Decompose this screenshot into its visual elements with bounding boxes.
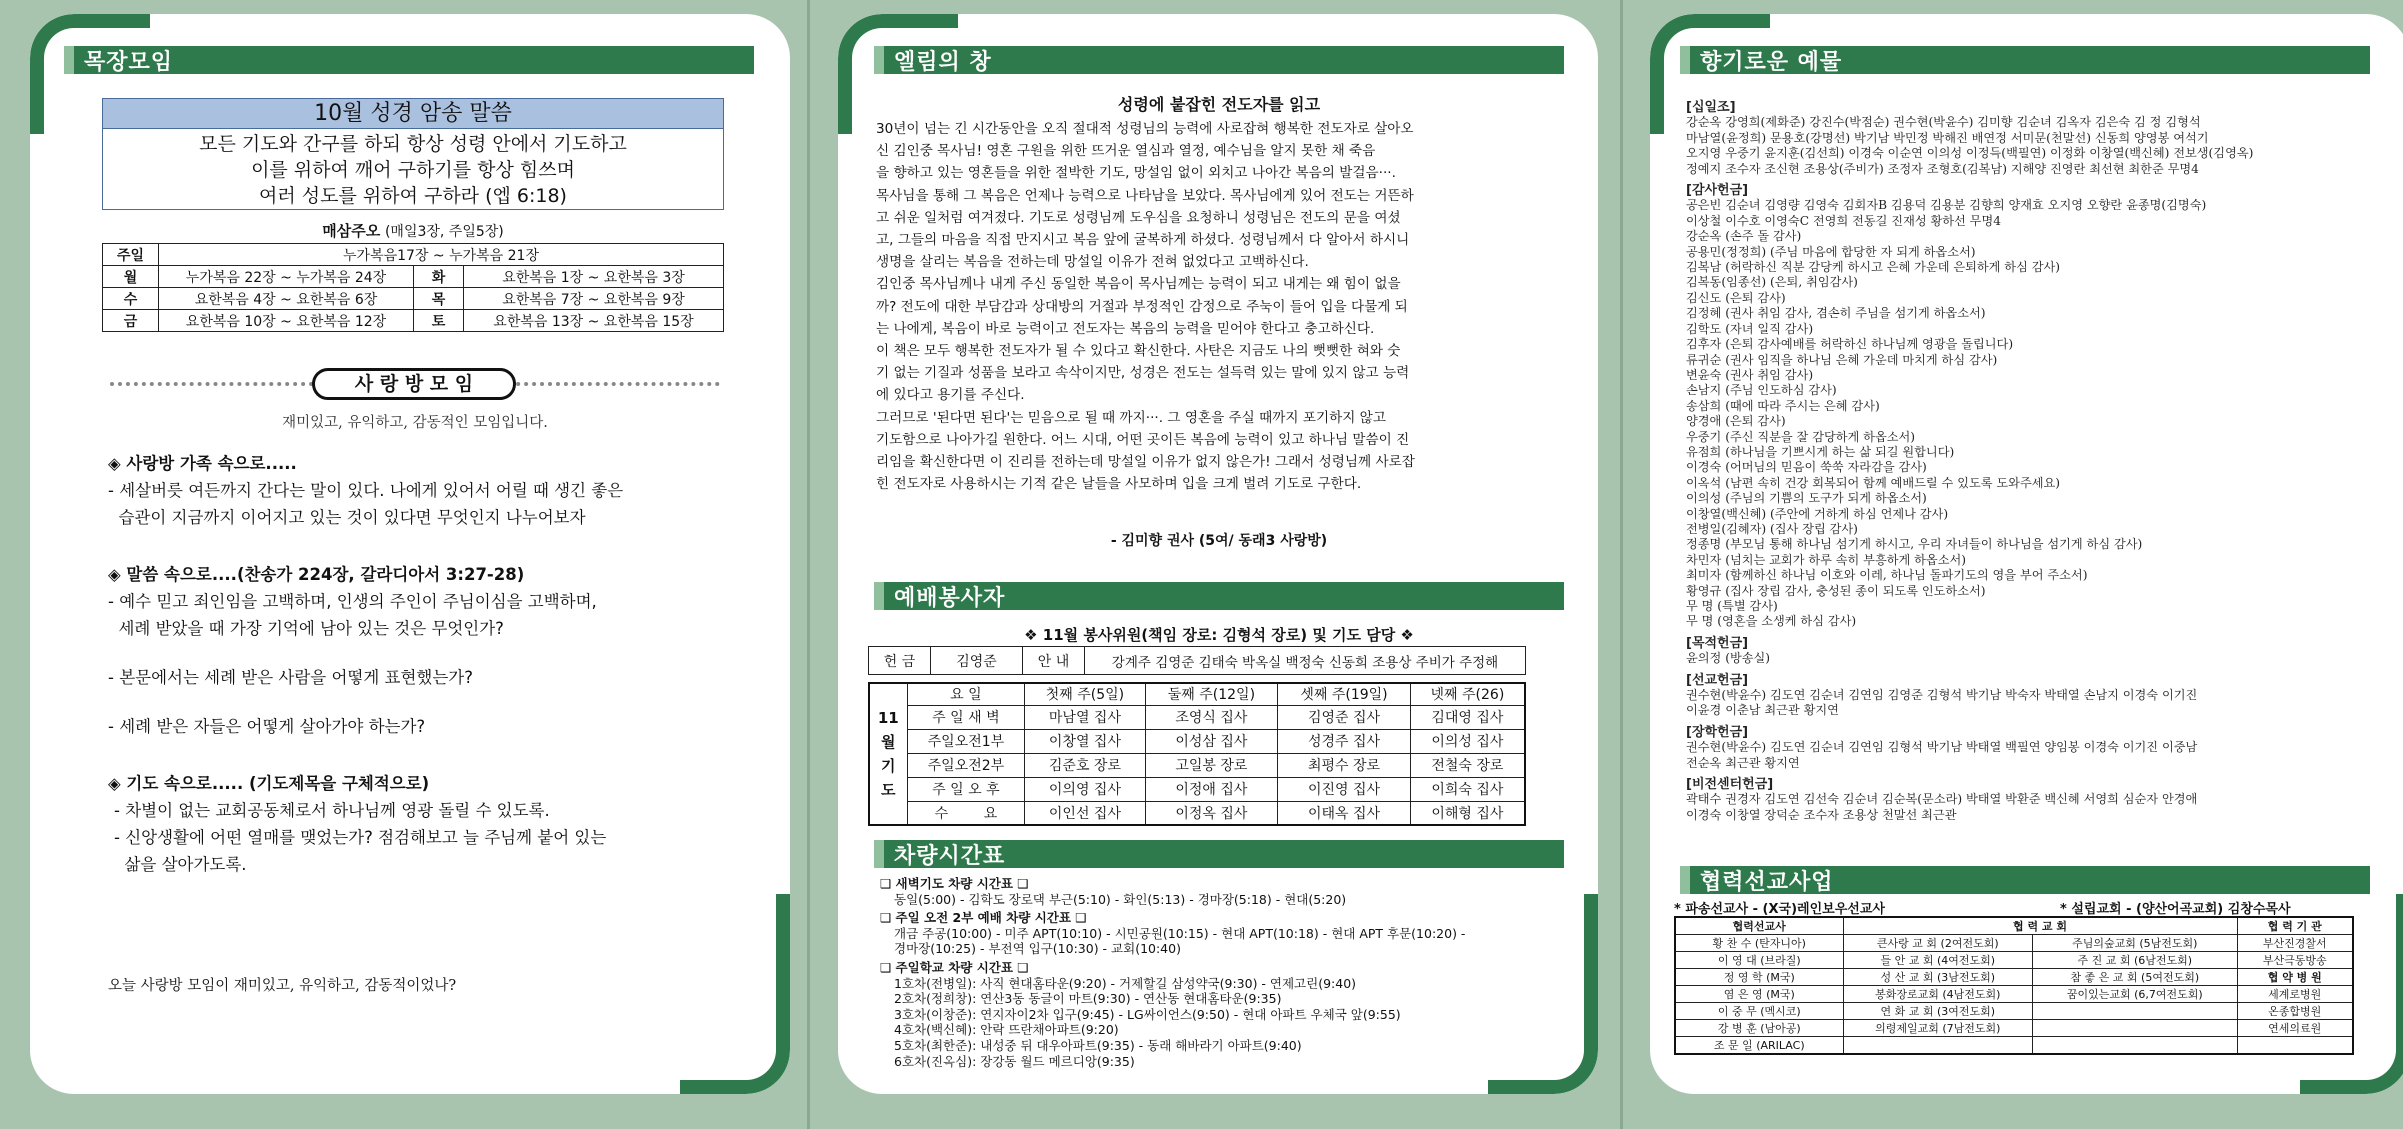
essay-line: 는 나에게, 복음이 바로 능력이고 전도자는 복음의 능력을 믿어야 한다고 충고하신다. — [876, 320, 1375, 337]
cell: 봉화장로교회 (4남전도회) — [1843, 986, 2033, 1003]
bus-line: 5호차(최한준): 내성중 뒤 대우아파트(9:35) - 동래 해바라기 아파트(9:40) — [894, 1037, 1302, 1053]
missionary-note: * 파송선교사 - (X국)레인보우선교사 — [1674, 902, 1885, 917]
question-line: 삶을 살아가도록. — [114, 855, 247, 874]
section-title: 엘림의 창 — [894, 49, 992, 75]
bus-line: 개금 주공(10:00) - 미주 APT(10:10) - 시민공원(10:15) - 현대 APT(10:18) - 현대 APT 후문(10:20) - — [894, 925, 1466, 941]
table-row — [1675, 935, 2353, 952]
cell: 주 일 오 후 — [907, 777, 1025, 801]
side-label: 기 — [881, 757, 896, 775]
cell: 이희숙 집사 — [1410, 777, 1525, 801]
cell: 주 일 새 벽 — [907, 705, 1025, 729]
bus-line: 경마장(10:25) - 부전역 입구(10:30) - 교회(10:40) — [894, 941, 1181, 957]
offering-line: 권수현(박윤수) 김도연 김순녀 김연임 김형석 박기남 박태열 백필연 양임봉 이경숙 이기진 이중남 — [1686, 740, 2198, 755]
essay-line: 까? 전도에 대한 부담감과 상대방의 거절과 부정적인 감정으로 주눅이 들어 입을 다물게 되 — [876, 298, 1408, 315]
day-cell: 화 — [414, 266, 464, 288]
prayer-table — [868, 682, 1526, 826]
offering-line: 전병일(김혜자) (집사 장립 감사) — [1686, 521, 1858, 536]
cell: 참 좋 은 교 회 (5여전도회) — [2033, 969, 2237, 986]
offering-label: 헌 금 — [869, 647, 931, 675]
section-header — [1680, 46, 2370, 74]
cell: 최평수 장로 — [1278, 753, 1411, 777]
offering-line: 김복남 (허락하신 직분 감당케 하시고 은혜 가운데 은퇴하게 하심 감사) — [1686, 260, 2061, 275]
side-label: 월 — [881, 733, 896, 751]
table-row — [869, 777, 1525, 801]
cell: 마남열 집사 — [1025, 705, 1145, 729]
offering-line: 김후자 (은퇴 감사예배를 허락하신 하나님께 영광을 돌립니다) — [1686, 337, 2014, 352]
question-line: - 차별이 없는 교회공동체로서 하나님께 영광 돌릴 수 있도록. — [114, 801, 550, 820]
table-header: 협 력 교 회 — [1843, 917, 2237, 935]
side-label: 도 — [881, 781, 896, 799]
cell: 이해형 집사 — [1410, 801, 1525, 825]
question-line: - 세례 받은 자들은 어떻게 살아가야 하는가? — [108, 717, 426, 736]
offering-line: 김복동(임종선) (은퇴, 취임감사) — [1686, 275, 1858, 290]
cell: 들 안 교 회 (4여전도회) — [1843, 952, 2033, 969]
table-header: 요 일 — [907, 683, 1025, 705]
table-header: 첫째 주(5일) — [1025, 683, 1145, 705]
table-header: 협 력 기 관 — [2237, 917, 2353, 935]
worship-subtitle: ❖ 11월 봉사위원(책임 장로: 김형석 장로) 및 기도 담당 ❖ — [1024, 626, 1414, 644]
usher-names: 강계주 김영준 김태숙 박옥실 백정숙 신동희 조용상 주비가 주정해 — [1085, 647, 1526, 675]
bus-line: 동일(5:00) - 김학도 장로댁 부근(5:10) - 화인(5:13) - 경마장(5:18) - 현대(5:20) — [894, 891, 1347, 907]
section-header — [874, 840, 1564, 868]
offering-line: 윤의정 (방송실) — [1686, 651, 1771, 666]
table-row — [869, 801, 1525, 825]
cell: 김준호 장로 — [1025, 753, 1145, 777]
section-title: 차량시간표 — [894, 843, 1006, 869]
offering-group-title: [감사헌금] — [1686, 183, 1749, 199]
essay-line: 에 있다고 용기를 주신다. — [876, 387, 1025, 404]
cell: 조 문 일 (ARILAC) — [1675, 1037, 1843, 1055]
cell: 성 산 교 회 (3남전도회) — [1843, 969, 2033, 986]
offering-line: 이경숙 이창열 장덕순 조수자 조용상 천말선 최근관 — [1686, 807, 1957, 822]
cell: 부산극동방송 — [2237, 952, 2353, 969]
reading-cell: 요한복음 4장 ~ 요한복음 6장 — [159, 288, 414, 310]
cell: 이태옥 집사 — [1278, 801, 1411, 825]
sarangbang-subtitle: 재미있고, 유익하고, 감동적인 모임입니다. — [282, 415, 548, 431]
essay-line: 신 김인중 목사님! 영혼 구원을 위한 뜨거운 열심과 열정, 예수님을 알지 못한 채 죽음 — [876, 143, 1376, 160]
offering-name: 김영준 — [931, 647, 1023, 675]
cell: 이진영 집사 — [1278, 777, 1411, 801]
cell: 세계로병원 — [2237, 986, 2353, 1003]
panel-elim — [838, 14, 1598, 1094]
sarangbang-badge: 사 랑 방 모 임 — [312, 368, 516, 400]
essay-line: 고, 그들의 마음을 직접 만지시고 복음 앞에 굴복하게 하셨다. 성령님께서 다 알아서 하시니 — [876, 232, 1410, 249]
question-title: ◈ 기도 속으로..... (기도제목을 구체적으로) — [108, 774, 430, 793]
bus-group-title: ❑ 새벽기도 차량 시간표 ❑ — [880, 876, 1029, 891]
cell: 이 중 무 (멕시코) — [1675, 1003, 1843, 1020]
essay-line: 목사님을 통해 그 복음은 언제나 능력으로 나타남을 보았다. 목사님에게 있어 전도는 거뜬하 — [876, 187, 1414, 204]
offering-line: 김정혜 (권사 취임 감사, 겸손히 주님을 섬기게 하옵소서) — [1686, 306, 1986, 321]
table-row — [1675, 1020, 2353, 1037]
cell: 강 병 훈 (남아공) — [1675, 1020, 1843, 1037]
section-title: 향기로운 예물 — [1700, 49, 1843, 75]
mission-table — [1674, 916, 2354, 1055]
cell: 온종합병원 — [2237, 1003, 2353, 1020]
cell: 꿈이있는교회 (6,7여전도회) — [2033, 986, 2237, 1003]
day-cell: 토 — [414, 310, 464, 332]
cell: 조영식 집사 — [1145, 705, 1278, 729]
essay-author: - 김미향 권사 (5여/ 동래3 사랑방) — [1110, 533, 1328, 549]
question-line: 습관이 지금까지 이어지고 있는 것이 있다면 무엇인지 나누어보자 — [108, 508, 586, 527]
cell: 협 약 병 원 — [2237, 969, 2353, 986]
offering-line: 이상철 이수호 이영숙C 전영희 전동길 진재성 황하선 무명4 — [1686, 213, 2001, 228]
offering-group-title: [십일조] — [1686, 100, 1736, 115]
day-cell: 주일 — [103, 244, 159, 266]
table-header: 협력선교사 — [1675, 917, 1843, 935]
offering-line: 이창열(백신혜) (주안에 거하게 하심 언제나 감사) — [1686, 506, 1949, 521]
cell: 연세의료원 — [2237, 1020, 2353, 1037]
essay-line: 을 향하고 있는 영혼들을 위한 절박한 기도, 망설임 없이 외치고 나아간 복음의 발걸음···. — [876, 165, 1396, 182]
offering-line: 황영규 (집사 장립 감사, 충성된 종이 되도록 인도하소서) — [1686, 583, 1986, 598]
bus-group-title: ❑ 주일학교 차량 시간표 ❑ — [880, 959, 1029, 975]
offering-line: 오지영 우중기 윤지훈(김선희) 이경숙 이순연 이의성 이정득(백필연) 이정화 이창열(백신혜) 전보생(김영옥) — [1686, 146, 2254, 161]
table-row — [1675, 969, 2353, 986]
offering-line: 이의성 (주님의 기쁨의 도구가 되게 하옵소서) — [1686, 491, 1927, 506]
offerings-list — [1686, 90, 2386, 823]
table-header: 셋째 주(19일) — [1278, 683, 1411, 705]
reading-plan — [102, 220, 724, 332]
cell: 수 요 — [907, 801, 1025, 825]
cell: 이정옥 집사 — [1145, 801, 1278, 825]
cell: 주님의숲교회 (5남전도회) — [2033, 935, 2237, 952]
offering-line: 이경숙 (어머님의 믿음이 쑥쑥 자라감을 감사) — [1686, 460, 1927, 475]
cell: 주 진 교 회 (6남전도회) — [2033, 952, 2237, 969]
panel-moksang — [30, 14, 790, 1094]
day-cell: 목 — [414, 288, 464, 310]
table-header: 둘째 주(12일) — [1145, 683, 1278, 705]
section-title: 협력선교사업 — [1700, 869, 1834, 895]
offering-line: 강순옥 강영희(제화준) 강진수(박점순) 권수현(박윤수) 김미향 김순녀 김옥자 김은숙 김 정 김형석 — [1686, 115, 2201, 130]
bus-group-title: ❑ 주일 오전 2부 예배 차량 시간표 ❑ — [880, 910, 1087, 926]
reading-cell: 요한복음 13장 ~ 요한복음 15장 — [464, 310, 724, 332]
essay-line: 그러므로 '된다면 된다'는 믿음으로 될 때 까지···. 그 영혼을 주실 때까지 포기하지 않고 — [876, 409, 1386, 426]
question-line: - 신앙생활에 어떤 열매를 맺었는가? 점검해보고 늘 주님께 붙어 있는 — [114, 828, 607, 847]
offering-group-title: [장학헌금] — [1686, 724, 1749, 740]
cell: 김대영 집사 — [1410, 705, 1525, 729]
offering-line: 정예지 조수자 조신현 조용상(주비가) 조정자 조형호(김복남) 지해양 진영란 최선현 최한준 무명4 — [1686, 161, 2199, 176]
offering-line: 우중기 (주신 직분을 잘 감당하게 하옵소서) — [1686, 429, 1916, 444]
bus-line: 2호차(정희창): 연산3동 동글이 마트(9:30) - 연산동 현대홈타운(9:35) — [894, 991, 1282, 1007]
cell: 염 은 영 (M국) — [1675, 986, 1843, 1003]
cell: 주일오전1부 — [907, 729, 1025, 753]
essay-body — [876, 118, 1566, 495]
day-cell: 월 — [103, 266, 159, 288]
offering-line: 김신도 (은퇴 감사) — [1686, 290, 1786, 305]
reading-cell: 요한복음 7장 ~ 요한복음 9장 — [464, 288, 724, 310]
essay-line: 고 쉬운 일처럼 여겨졌다. 기도로 성령님께 도우심을 요청하니 성령님은 전도의 문을 여셨 — [876, 209, 1401, 226]
cell: 이의성 집사 — [1410, 729, 1525, 753]
reading-cell: 누가복음 22장 ~ 누가복음 24장 — [159, 266, 414, 288]
day-cell: 금 — [103, 310, 159, 332]
cell: 성경주 집사 — [1278, 729, 1411, 753]
table-row — [869, 753, 1525, 777]
table-row — [869, 729, 1525, 753]
cell: 고일봉 장로 — [1145, 753, 1278, 777]
bus-line: 3호차(이창준): 연지자이2차 입구(9:45) - LG싸이언스(9:50) - 현대 아파트 우체국 앞(9:55) — [894, 1006, 1401, 1022]
table-header: 넷째 주(26) — [1410, 683, 1525, 705]
question-title: ◈ 말씀 속으로....(찬송가 224장, 갈라디아서 3:27-28) — [108, 565, 525, 584]
reading-title: 매삼주오 — [322, 222, 381, 240]
offering-group-title: [목적헌금] — [1686, 635, 1749, 651]
offering-line: 공은빈 김순녀 김영량 김영숙 김회자B 김용덕 김용분 김향희 양재효 오지영 오향란 윤종명(김명숙) — [1686, 198, 2207, 213]
offering-usher-table — [868, 646, 1526, 675]
cell: 이정애 집사 — [1145, 777, 1278, 801]
section-header — [1680, 866, 2370, 894]
verse-box — [102, 98, 724, 210]
corner-decoration — [680, 894, 790, 1094]
cell: 의령제일교회 (7남전도회) — [1843, 1020, 2033, 1037]
question-line: 세례 받았을 때 가장 기억에 남아 있는 것은 무엇인가? — [108, 619, 504, 638]
offering-line: 최미자 (함께하신 하나님 이호와 이레, 하나님 돌파기도의 영을 부어 주소서) — [1686, 568, 2088, 583]
reading-cell: 요한복음 1장 ~ 요한복음 3장 — [464, 266, 724, 288]
verse-line: 여러 성도를 위하여 구하라 (엡 6:18) — [259, 185, 567, 207]
section-header — [64, 46, 754, 74]
question-line: - 세살버릇 여든까지 간다는 말이 있다. 나에게 있어서 어릴 때 생긴 좋은 — [108, 481, 624, 500]
reading-cell: 요한복음 10장 ~ 요한복음 12장 — [159, 310, 414, 332]
offering-line: 공용민(정정희) (주님 마음에 합당한 자 되게 하옵소서) — [1686, 244, 1976, 259]
essay-line: 30년이 넘는 긴 시간동안을 오직 절대적 성령님의 능력에 사로잡혀 행복한 전도자로 살아오 — [876, 121, 1414, 137]
offering-line: 김학도 (자녀 일직 감사) — [1686, 321, 1814, 336]
cell: 부산진경찰서 — [2237, 935, 2353, 952]
cell: 정 영 학 (M국) — [1675, 969, 1843, 986]
offering-line: 전순옥 최근관 황지연 — [1686, 755, 1800, 770]
essay-line: 힌 전도자로 사용하시는 기적 같은 날들을 사모하며 입을 크게 벌려 기도로 구한다. — [876, 476, 1362, 493]
offering-line: 이윤경 이춘남 최근관 황지연 — [1686, 703, 1839, 718]
offering-line: 곽태수 권경자 김도연 김선숙 김순녀 김순복(문소라) 박태열 박환준 백신혜 서영희 심순자 안경애 — [1686, 792, 2198, 807]
offering-line: 양경애 (은퇴 감사) — [1686, 414, 1786, 429]
cell: 이의영 집사 — [1025, 777, 1145, 801]
offering-line: 권수현(박윤수) 김도연 김순녀 김연임 김영준 김형석 박기남 박숙자 박태열 손남지 이경숙 이기진 — [1686, 688, 2198, 703]
section-title: 예배봉사자 — [894, 585, 1006, 611]
offering-line: 손남지 (주님 인도하심 감사) — [1686, 383, 1837, 398]
church-note: * 설립교회 - (양산어곡교회) 김창수목사 — [2060, 902, 2291, 917]
essay-line: 생명을 살리는 복음을 전하는데 망설일 이유가 전혀 없었다고 고백하신다. — [876, 254, 1309, 271]
table-row — [1675, 986, 2353, 1003]
section-header — [874, 46, 1564, 74]
reading-table — [102, 243, 724, 332]
essay-title: 성령에 붙잡힌 전도자를 읽고 — [1117, 95, 1321, 114]
bus-line: 1호차(전병일): 사직 현대홈타운(9:20) - 거제할길 삼성약국(9:30) - 연제고린(9:40) — [894, 975, 1357, 991]
essay-line: 김인중 목사님께나 내게 주신 동일한 복음이 목사님께는 능력이 되고 내게는 왜 힘이 없을 — [876, 276, 1401, 293]
essay-line: 이 책은 모두 행복한 전도자가 될 수 있다고 확신한다. 사탄은 지금도 나의 뻣뻣한 혀와 숫 — [876, 343, 1401, 360]
usher-label: 안 내 — [1023, 647, 1085, 675]
cell: 이창열 집사 — [1025, 729, 1145, 753]
offering-line: 변윤숙 (권사 취임 감사) — [1686, 367, 1814, 382]
table-row — [869, 705, 1525, 729]
section-title: 목장모임 — [84, 49, 174, 75]
offering-line: 강순옥 (손주 돌 감사) — [1686, 229, 1802, 244]
cell: 김영준 집사 — [1278, 705, 1411, 729]
verse-line: 모든 기도와 간구를 하되 항상 성령 안에서 기도하고 — [199, 133, 627, 155]
essay-line: 기도함으로 나아가길 원한다. 어느 시대, 어떤 곳이든 복음에 능력이 있고 하나님 말씀이 진 — [876, 431, 1410, 448]
offering-line: 무 명 (영혼을 소생케 하심 감사) — [1686, 614, 1857, 629]
offering-line: 정종명 (부모님 통해 하나님 섬기게 하시고, 우리 자녀들이 하나님을 섬기게 하심 감사) — [1686, 537, 2143, 552]
reading-note: (매일3장, 주일5장) — [384, 224, 504, 240]
offering-line: 유점희 (하나님을 기쁘시게 하는 삶 되길 원합니다) — [1686, 444, 1955, 459]
cell — [2033, 1020, 2237, 1037]
verse-title: 10월 성경 암송 말씀 — [103, 99, 723, 129]
cell — [2237, 1037, 2353, 1055]
cell: 전철숙 장로 — [1410, 753, 1525, 777]
day-cell: 수 — [103, 288, 159, 310]
question-line: - 본문에서는 세례 받은 사람을 어떻게 표현했는가? — [108, 668, 473, 687]
section-header — [874, 582, 1564, 610]
bus-line: 4호차(백신혜): 안락 뜨란채아파트(9:20) — [894, 1022, 1119, 1038]
offering-line: 무 명 (특별 감사) — [1686, 599, 1778, 613]
offering-group-title: [선교헌금] — [1686, 672, 1749, 688]
cell — [2033, 1037, 2237, 1055]
table-row — [1675, 1003, 2353, 1020]
cell: 이인선 집사 — [1025, 801, 1145, 825]
table-row — [1675, 952, 2353, 969]
cell: 연 화 교 회 (3여전도회) — [1843, 1003, 2033, 1020]
offering-line: 송삼희 (때에 따라 주시는 은혜 감사) — [1686, 398, 1880, 413]
cell — [1843, 1037, 2033, 1055]
verse-line: 이를 위하여 깨어 구하기를 항상 힘쓰며 — [251, 159, 575, 181]
question-title: ◈ 사랑방 가족 속으로..... — [108, 454, 297, 473]
bus-line: 6호차(진옥심): 장강동 월드 메르디앙(9:35) — [894, 1053, 1135, 1069]
cell: 이 영 대 (브라질) — [1675, 952, 1843, 969]
closing-line: 오늘 사랑방 모임이 재미있고, 유익하고, 감동적이었나? — [108, 978, 457, 994]
offering-line: 이옥석 (남편 속히 건강 회복되어 함께 예배드릴 수 있도록 도와주세요) — [1686, 475, 2061, 490]
bus-schedule — [880, 876, 1570, 1069]
essay-line: 리임을 확신한다면 이 진리를 전하는데 망설일 이유가 없지 않은가! 그래서 성령님께 사로잡 — [876, 454, 1415, 471]
table-row — [1675, 1037, 2353, 1055]
side-label: 11 — [877, 709, 899, 727]
panel-offerings — [1650, 14, 2403, 1094]
cell: 이성삼 집사 — [1145, 729, 1278, 753]
offering-line: 차민자 (넘치는 교회가 하루 속히 부흥하게 하옵소서) — [1686, 552, 1966, 567]
cell: 황 찬 수 (탄자니아) — [1675, 935, 1843, 952]
cell: 주일오전2부 — [907, 753, 1025, 777]
essay-line: 기 없는 기질과 성품을 보라고 속삭이지만, 성경은 전도는 설득력 있는 말에 있지 않고 능력 — [876, 365, 1410, 382]
reading-cell: 누가복음17장 ~ 누가복음 21장 — [159, 244, 724, 266]
offering-group-title: [비전센터헌금] — [1686, 777, 1774, 793]
offering-line: 마남열(윤정희) 문용호(강명선) 박기남 박민정 박해진 배연정 서미문(천말선) 신동희 양영봉 여석기 — [1686, 130, 2209, 145]
offering-line: 류귀순 (권사 임직을 하나님 은혜 가운데 마치게 하심 감사) — [1686, 352, 1998, 367]
question-line: - 예수 믿고 죄인임을 고백하며, 인생의 주인이 주님이심을 고백하며, — [108, 592, 597, 611]
cell: 큰사랑 교 회 (2여전도회) — [1843, 935, 2033, 952]
cell — [2033, 1003, 2237, 1020]
